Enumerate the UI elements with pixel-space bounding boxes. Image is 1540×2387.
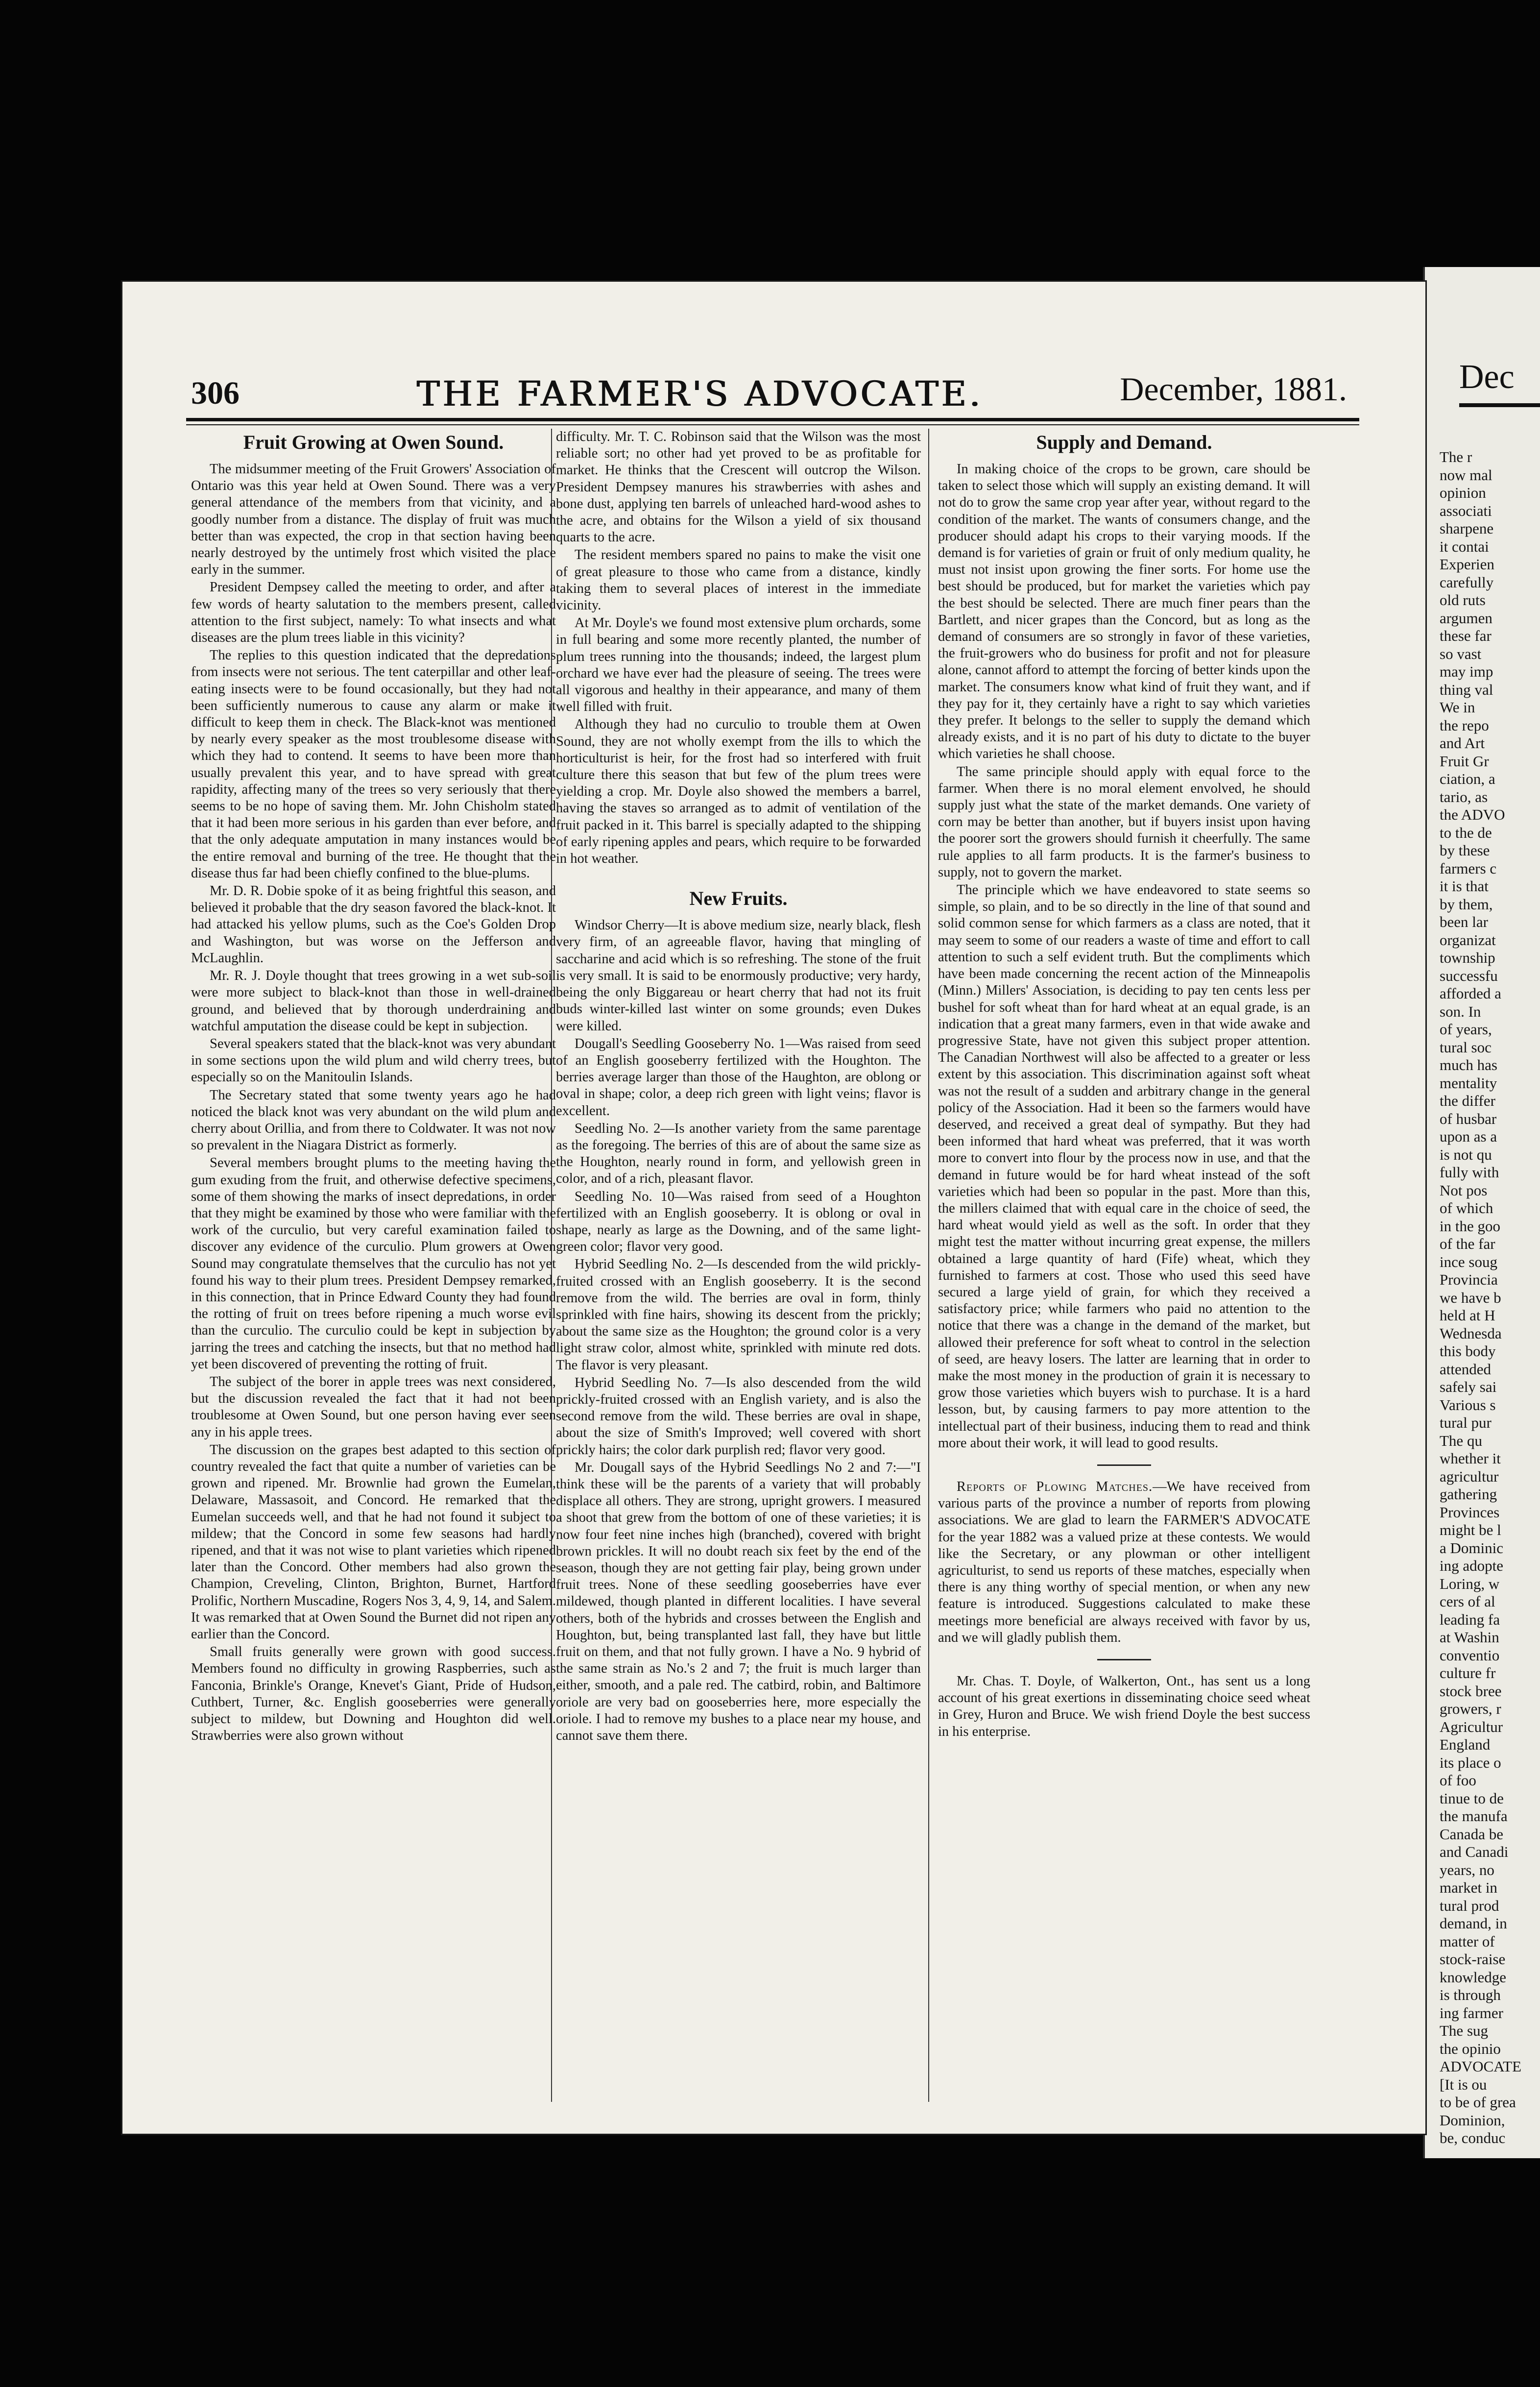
text-fragment: tario, as (1440, 788, 1488, 805)
text-fragment: afforded a (1440, 985, 1501, 1002)
text-fragment: by them, (1440, 895, 1493, 913)
text-fragment: ince soug (1440, 1253, 1497, 1270)
text-fragment: at Washin (1440, 1629, 1499, 1646)
text-fragment: ing adopte (1440, 1557, 1503, 1574)
issue-date: December, 1881. (1120, 370, 1347, 408)
paragraph: In making choice of the crops to be grown, care should be taken to select those which will supply an existing demand. It will not do to grow the same crop year after year, without regard to the condition of the market. The wants of consumers change, and the producer should adapt his crops to their varying moods. If the demand is for varieties of grain or fruit of only medium quality, he must not insist upon growing the finer sorts. For home use the best should be produced, but for market the varieties which pay the best should be selected. There are much finer pears than the Bartlett, and nicer grapes than the Concord, but as long as the demand of consumers are so strongly in favor of these varieties, the fruit-growers who do business for profit and not for pleasure alone, cannot afford to attempt the forcing of better kinds upon the market. The consumers know what kind of fruit they want, and if they pay for it, they certainly have a right to say which varieties they prefer. It belongs to the seller to supply the demand which already exists, and it is no part of his duty to dictate to the buyer which varieties he shall choose. (938, 462, 1310, 762)
text-fragment: Dominion, (1440, 2111, 1505, 2129)
text-fragment: it contai (1440, 537, 1489, 555)
text-fragment: tural soc (1440, 1038, 1492, 1056)
text-fragment: opinion (1440, 484, 1486, 501)
text-fragment: and Canadi (1440, 1843, 1509, 1860)
paragraph: Small fruits generally were grown with good success. Members found no difficulty in growing Raspberries, such as Fanconia, Brinkle's Orange, Knevet's Giant, Pride of Hudson, Cuthbert, Turner, &c. English gooseberries were generally subject to mildew, but Downing and Houghton did well. Strawberries were also grown without (191, 1644, 556, 1744)
column-2 (556, 429, 921, 1745)
text-fragment: much has (1440, 1056, 1497, 1073)
text-fragment: Not pos (1440, 1181, 1488, 1199)
paragraph: At Mr. Doyle's we found most extensive plum orchards, some in full bearing and some more recently planted, the number of plum trees running into the thousands; indeed, the largest plum orchard we have ever had the pleasure of seeing. The trees were all vigorous and healthy in their appearance, and many of them well filled with fruit. (556, 615, 921, 715)
text-fragment: England (1440, 1736, 1491, 1753)
text-fragment: carefully (1440, 573, 1494, 591)
paragraph: Several members brought plums to the meeting having the gum exuding from the fruit, and otherwise defective specimens, some of them showing the marks of insect depredations, in order that they might be examined by those who were familiar with the work of the curculio, but very careful examination failed to discover any evidence of the curculio. Plum growers at Owen Sound may congratulate themselves that the curculio has not yet found his way to their plum trees. President Dempsey remarked, in this connection, that in Prince Edward County they had found the rotting of fruit on trees before ripening a much worse evil than the curculio. The curculio could be kept in subjection by jarring the trees and catching the insects, but that no method had yet been discovered of preventing the rotting of fruit. (191, 1155, 556, 1372)
text-fragment: market in (1440, 1879, 1497, 1896)
text-fragment: by these (1440, 842, 1490, 859)
plowing-notice-text: —We have received from various parts of the province a number of reports from plowing associations. We are glad to learn the FARMER'S ADVOCATE for the year 1882 was a valued prize at these contests. We would like the Secretary, or any plowman or other intelligent agriculturist, to send us reports of these matches, especially when there is any thing worthy of special mention, or when any new feature is introduced. Suggestions calculated to make these meetings more beneficial are always received with favor by us, and we will gladly publish them. (938, 1479, 1310, 1645)
text-fragment: so vast (1440, 645, 1482, 662)
text-fragment: conventio (1440, 1646, 1500, 1664)
text-fragment: the ADVO (1440, 806, 1505, 823)
text-fragment: to the de (1440, 824, 1492, 841)
article-continuation (556, 429, 921, 867)
text-fragment: of which (1440, 1199, 1493, 1217)
text-fragment: [It is ou (1440, 2075, 1487, 2093)
text-fragment: fully with (1440, 1164, 1499, 1181)
text-fragment: might be l (1440, 1521, 1501, 1538)
paragraph: difficulty. Mr. T. C. Robinson said that the Wilson was the most reliable sort; no other had yet proved to be as profitable for market. He thinks that the Crescent will outcrop the Wilson. President Dempsey manures his strawberries with ashes and bone dust, applying ten barrels of unleached hard-wood ashes to the acre, and obtains for the Wilson a yield of six thousand quarts to the acre. (556, 429, 921, 545)
text-fragment: this body (1440, 1342, 1496, 1360)
text-fragment: is through (1440, 1986, 1501, 2003)
paragraph: The replies to this question indicated that the depredations from insects were not serious. The tent caterpillar and other leaf-eating insects were to be found occasionally, but they had not been sufficiently numerous to cause any alarm or make it difficult to keep them in check. The Black-knot was mentioned by nearly every speaker as the most troublesome disease with which they had to contend. It seems to have been more than usually prevalent this year, and to have spread with great rapidity, affecting many of the trees so very seriously that there seems to be no hope of saving them. Mr. John Chisholm stated that it had been more serious in his garden than ever before, and that the only adequate amputation in many instances would be the entire removal and burning of the tree. He thought that the disease thus far had been chiefly confined to the blue-plums. (191, 648, 556, 881)
article-heading: Supply and Demand. (1036, 431, 1212, 453)
text-fragment: agricultur (1440, 1467, 1499, 1485)
text-fragment: tinue to de (1440, 1789, 1504, 1807)
page-number: 306 (191, 375, 240, 411)
text-fragment: argumen (1440, 609, 1492, 627)
text-fragment: stock bree (1440, 1682, 1502, 1700)
text-fragment: held at H (1440, 1307, 1495, 1324)
newspaper-page (122, 282, 1425, 2134)
text-fragment: Experien (1440, 556, 1494, 573)
paragraph: Mr. Dougall says of the Hybrid Seedlings No 2 and 7:—"I think these will be the parents of a variety that will probably displace all others. They are strong, upright growers. I measured a shoot that grew from the bottom of one of these varieties; it is now four feet nine inches high (branched), covered with bright brown prickles. It will no doubt reach six feet by the end of the season, though they are not getting fair play, being grown under fruit trees. None of these seedling gooseberries have ever mildewed, though planted in different localities. I have several others, both of the hybrids and crosses between the English and Houghton, but, being transplanted last fall, they have but little fruit on them, and that not fully grown. I have a No. 9 hybrid of the same strain as No.'s 2 and 7; the fruit is much larger than either, smooth, and a pale red. The catbird, robin, and Baltimore oriole are very bad on gooseberries here, more especially the oriole. I had to remove my bushes to a place near my house, and cannot save them there. (556, 1460, 921, 1744)
article-body (938, 461, 1310, 1452)
paragraph: Several speakers stated that the black-knot was very abundant in some sections upon the wild plum and wild cherry trees, but especially so on the Manitoulin Islands. (191, 1036, 556, 1085)
text-fragment: old ruts (1440, 591, 1486, 609)
text-fragment: Provinces (1440, 1503, 1500, 1521)
text-fragment: gathering (1440, 1486, 1497, 1503)
paragraph: Dougall's Seedling Gooseberry No. 1—Was raised from seed of an English gooseberry fertilized with the Houghton. The berries average larger than those of the Haughton, are oblong or oval in shape; color, a deep rich green with light veins; flavor is excellent. (556, 1036, 921, 1119)
text-fragment: now mal (1440, 466, 1492, 484)
text-fragment: tural pur (1440, 1414, 1492, 1431)
text-fragment: Provincia (1440, 1271, 1498, 1288)
text-fragment: mentality (1440, 1074, 1497, 1092)
article-body (556, 917, 921, 1744)
text-fragment: tural prod (1440, 1897, 1499, 1914)
text-fragment: of the far (1440, 1235, 1495, 1252)
text-fragment: it is that (1440, 877, 1489, 895)
text-fragment: ciation, a (1440, 770, 1495, 787)
paragraph: The subject of the borer in apple trees was next considered, but the discussion revealed the fact that it had not been troublesome at Owen Sound, but one person having ever seen any in his apple trees. (191, 1374, 556, 1440)
text-fragment: We in (1440, 699, 1475, 716)
text-fragment: its place o (1440, 1754, 1501, 1771)
section-divider (1097, 1464, 1151, 1466)
masthead: THE FARMER'S ADVOCATE. (416, 374, 983, 414)
article-heading: New Fruits. (689, 887, 788, 910)
text-fragment: knowledge (1440, 1968, 1507, 1986)
paragraph: Although they had no curculio to trouble them at Owen Sound, they are not wholly exempt from the ills to which the horticulturist is heir, for the frost had so interfered with fruit culture there this season that but few of the plum trees were yielding a crop. Mr. Doyle also showed the members a barrel, having the staves so arranged as to admit of ventilation of the fruit packed in it. This barrel is specially adapted to the shipping of early ripening apples and pears, which require to be forwarded in hot weather. (556, 717, 921, 867)
adjacent-page (1423, 267, 1540, 2158)
text-fragment: The r (1440, 448, 1472, 465)
paragraph: Mr. D. R. Dobie spoke of it as being frightful this season, and believed it probable that the dry season favored the black-knot. It had attacked his yellow plums, such as the Coe's Golden Drop and Washington, but was worse on the Jefferson and McLaughlin. (191, 883, 556, 966)
text-fragment: in the goo (1440, 1217, 1500, 1235)
text-fragment: growers, r (1440, 1700, 1501, 1717)
paragraph: Seedling No. 2—Is another variety from the same parentage as the foregoing. The berries of this are of about the same size as the Houghton, nearly round in form, and yellowish green in color, and of a rich, pleasant flavor. (556, 1120, 921, 1187)
text-fragment: demand, in (1440, 1915, 1507, 1932)
paragraph: Windsor Cherry—It is above medium size, nearly black, flesh very firm, of an agreeable flavor, having that mingling of saccharine and acid which is so refreshing. The stone of the fruit is very small. It is said to be enormously productive; very hardy, being the only Biggareau or heart cherry that had not its fruit buds winter-killed last winter on some grounds; even Dukes were killed. (556, 918, 921, 1034)
text-fragment: the opinio (1440, 2040, 1501, 2057)
paragraph: The Secretary stated that some twenty years ago he had noticed the black knot was very abundant on the wild plum and cherry about Orillia, and from there to Coldwater. It was not now so prevalent in the Niagara District as formerly. (191, 1087, 556, 1153)
adjacent-page-text (1440, 448, 1540, 2147)
text-fragment: years, no (1440, 1861, 1494, 1878)
plowing-notice (938, 1479, 1310, 1646)
text-fragment: the manufa (1440, 1807, 1508, 1825)
paragraph: President Dempsey called the meeting to order, and after a few words of hearty salutation to the members present, called attention to the first subject, namely: To what insects and what diseases are the plum trees liable in this vicinity? (191, 580, 556, 646)
text-fragment: Wednesda (1440, 1324, 1502, 1342)
text-fragment: of years, (1440, 1021, 1492, 1038)
text-fragment: and Art (1440, 734, 1485, 752)
text-fragment: these far (1440, 627, 1492, 644)
text-fragment: Loring, w (1440, 1575, 1500, 1592)
paragraph: Mr. R. J. Doyle thought that trees growing in a wet sub-soil were more subject to black-knot than those in well-drained ground, and believed that by thorough underdraining and watchful amputation the disease could be kept in subjection. (191, 968, 556, 1034)
text-fragment: attended (1440, 1360, 1492, 1378)
text-fragment: be, conduc (1440, 2129, 1506, 2146)
text-fragment: sharpene (1440, 520, 1494, 537)
text-fragment: stock-raise (1440, 1950, 1506, 1968)
article-heading: Fruit Growing at Owen Sound. (243, 431, 504, 453)
text-fragment: upon as a (1440, 1128, 1497, 1145)
text-fragment: whether it (1440, 1450, 1501, 1467)
text-fragment: cers of al (1440, 1593, 1495, 1610)
text-fragment: Canada be (1440, 1825, 1503, 1843)
text-fragment: leading fa (1440, 1610, 1500, 1628)
text-fragment: been lar (1440, 913, 1488, 930)
text-fragment: matter of (1440, 1932, 1495, 1950)
text-fragment: organizat (1440, 931, 1496, 949)
text-fragment: thing val (1440, 681, 1493, 698)
paragraph: The resident members spared no pains to make the visit one of great pleasure to those who came from a distance, kindly taking them to several places of interest in the immediate vicinity. (556, 547, 921, 613)
paragraph: Seedling No. 10—Was raised from seed of a Houghton fertilized with an English gooseberry. It is oblong or oval in shape, nearly as large as the Downing, and of the same light-green color; flavor very good. (556, 1189, 921, 1255)
paragraph: Hybrid Seedling No. 2—Is descended from the wild prickly-fruited crossed with an English gooseberry. It is the second remove from the wild. The berries are oval in form, thinly sprinkled with fine hairs, showing its descent from the prickly; about the same size as the Houghton; the ground color is a very light straw color, almost white, sprinkled with minute red dots. The flavor is very pleasant. (556, 1257, 921, 1373)
text-fragment: The sug (1440, 2022, 1489, 2039)
paragraph: Hybrid Seedling No. 7—Is also descended from the wild prickly-fruited crossed with an English variety, and is also the second remove from the wild. These berries are oval in shape, about the size of Smith's Improved; well covered with short prickly hairs; the color dark purplish red; flavor very good. (556, 1375, 921, 1458)
paragraph: The discussion on the grapes best adapted to this section of country revealed the fact that quite a number of varieties can be grown and ripened. Mr. Brownlie had grown the Eumelan, Delaware, Massasoit, and Concord. He remarked that the Eumelan succeeds well, and that he had not found it subject to mildew; that the Concord in some few seasons had hardly ripened, and that it was not wise to plant varieties which ripened later than the Concord. Other members had also grown the Champion, Creveling, Clinton, Brighton, Burnet, Hartford Prolific, Northern Muscadine, Rogers Nos 3, 4, 9, 14, and Salem. It was remarked that at Owen Sound the Burnet did not ripen any earlier than the Concord. (191, 1442, 556, 1642)
text-fragment: ing farmer (1440, 2004, 1503, 2022)
column-3 (938, 429, 1310, 1741)
text-fragment: successfu (1440, 967, 1498, 984)
text-fragment: Fruit Gr (1440, 752, 1489, 770)
plowing-notice-lead: Reports of Plowing Matches. (957, 1479, 1153, 1494)
text-fragment: of husbar (1440, 1110, 1497, 1127)
text-fragment: a Dominic (1440, 1539, 1503, 1557)
text-fragment: Various s (1440, 1396, 1496, 1413)
text-fragment: safely sai (1440, 1378, 1497, 1395)
paragraph: The midsummer meeting of the Fruit Growers' Association of Ontario was this year held at Owen Sound. There was a very general attendance of the members from that vicinity, and a goodly number from a distance. The display of fruit was much better than was expected, the crop in that section having been nearly destroyed by the untimely frost which visited the place early in the summer. (191, 462, 556, 578)
column-rule (928, 429, 929, 2102)
text-fragment: culture fr (1440, 1664, 1496, 1681)
text-fragment: we have b (1440, 1289, 1501, 1306)
text-fragment: may imp (1440, 663, 1493, 680)
text-fragment: township (1440, 949, 1495, 966)
paragraph: The principle which we have endeavored to state seems so simple, so plain, and to be so directly in the line of that sound and solid common sense for which farmers as a class are noted, that it may seem to some of our readers a waste of time and effort to call attention to such a self evident truth. But the compliments which have been made concerning the recent action of the Minneapolis (Minn.) Millers' Association, is deciding to pay ten cents less per bushel for soft wheat than for hard wheat at an equal grade, is an indication that a great many farmers, even in that wide awake and progressive State, have not given this subject proper attention. The Canadian Northwest will also be affected to a greater or less extent by this association. This discrimination against soft wheat was not the result of a sudden and arbitrary change in the general policy of the Association. Had it been so the farmers would have deserved, and received a great deal of sympathy. But they had been informed that hard wheat was preferred, that it was worth more to convert into flour by the process now in use, and that the demand in future would be for hard wheat instead of the soft varieties which had been so popular in the past. More than this, the millers claimed that with equal care in the choice of seed, the hard wheat would yield as well as the soft. In order that they might test the matter without incurring great expense, the millers obtained a large quantity of hard (Fife) wheat, which they furnished to farmers at cost. Those who used this seed have secured a large yield of grain, for which they received a satisfactory price; while farmers who paid no attention to the notice that there was a change in the demand of the market, but allowed their preference for soft wheat to control in the selection of seed, are heavy losers. The latter are learning that in order to make the most money in the production of grain it is necessary to grow those varieties which buyers wish to purchase. It is a hard lesson, but, by causing farmers to pay more attention to the intellectual part of their business, inducing them to read and think more about their work, it will lead to good results. (938, 882, 1310, 1451)
section-divider (1097, 1659, 1151, 1660)
paragraph: The same principle should apply with equal force to the farmer. When there is no moral element envolved, he should supply just what the state of the market demands. One variety of corn may be better than another, but if buyers insist upon having the poorer sort the growers should furnish it cheerfully. The same rule applies to all farm products. It is the farmer's business to supply, not to govern the market. (938, 764, 1310, 880)
text-fragment: associati (1440, 502, 1492, 519)
column-1 (191, 429, 556, 1745)
text-fragment: to be of grea (1440, 2094, 1516, 2111)
header-rule (186, 418, 1359, 425)
text-fragment: is not qu (1440, 1145, 1492, 1163)
doyle-notice: Mr. Chas. T. Doyle, of Walkerton, Ont., has sent us a long account of his great exertions in disseminating choice seed wheat in Grey, Huron and Bruce. We wish friend Doyle the best success in his enterprise. (938, 1674, 1310, 1739)
text-fragment: farmers c (1440, 859, 1497, 877)
text-fragment: Agricultur (1440, 1718, 1503, 1735)
text-fragment: of foo (1440, 1772, 1476, 1789)
article-body (191, 461, 556, 1744)
text-fragment: ADVOCATE (1440, 2058, 1522, 2075)
adjacent-page-rule (1459, 403, 1540, 407)
text-fragment: the repo (1440, 716, 1489, 734)
text-fragment: The qu (1440, 1432, 1482, 1449)
adjacent-page-header: Dec (1459, 358, 1515, 396)
text-fragment: the differ (1440, 1092, 1495, 1109)
text-fragment: son. In (1440, 1002, 1481, 1020)
